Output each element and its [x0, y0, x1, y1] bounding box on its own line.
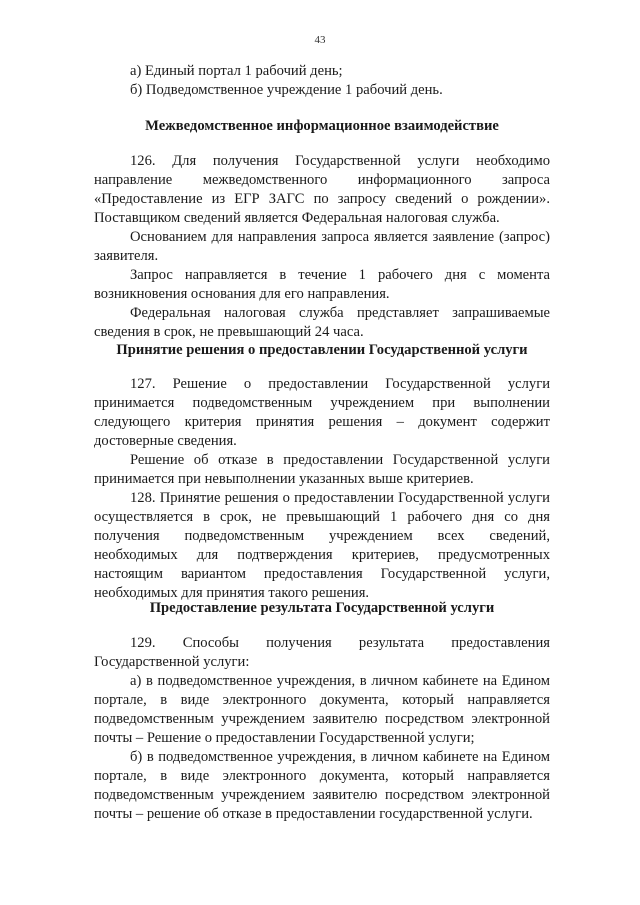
section-heading-text: Межведомственное информационное взаимодействие	[145, 118, 499, 134]
section-heading-text: Предоставление результата Государственной услуги	[149, 600, 495, 616]
section-2-body	[94, 375, 550, 603]
section-heading	[94, 117, 550, 136]
paragraph: Федеральная налоговая служба представляет запрашиваемые сведения в срок, не превышающий 24 часа.	[94, 305, 550, 340]
section-1-body	[94, 152, 550, 342]
section-heading	[94, 599, 550, 618]
section-heading-text: Принятие решения о предоставлении Государственной услуги	[116, 342, 528, 358]
paragraph: Запрос направляется в течение 1 рабочего дня с момента возникновения основания для его направления.	[94, 267, 550, 302]
paragraph: 126. Для получения Государственной услуги необходимо направление межведомственного информационного запроса «Предоставление из ЕГР ЗАГС по запросу сведений о рождении». Поставщиком сведений является Федеральная налоговая служба.	[94, 153, 550, 226]
paragraph: б) в подведомственное учреждения, в личном кабинете на Едином портале, в виде электронного документа, который направляется подведомственным учреждением заявителю посредством электронной почты – решение об отказе в предоставлении государственной услуги.	[94, 749, 550, 822]
paragraph: 129. Способы получения результата предоставления Государственной услуги:	[94, 635, 550, 670]
paragraph: Решение об отказе в предоставлении Государственной услуги принимается при невыполнении указанных выше критериев.	[94, 452, 550, 487]
list-item: б) Подведомственное учреждение 1 рабочий день.	[130, 82, 443, 98]
section-heading	[94, 341, 550, 360]
section-3-body	[94, 634, 550, 824]
list-top	[94, 62, 550, 100]
page-number: 43	[314, 34, 326, 46]
paragraph: 127. Решение о предоставлении Государственной услуги принимается подведомственным учреждением при выполнении следующего критерия принятия решения – документ содержит достоверные сведения.	[94, 376, 550, 449]
paragraph: 128. Принятие решения о предоставлении Государственной услуги осуществляется в срок, не превышающий 1 рабочего дня со дня получения подведомственным учреждением всех сведений, необходимых для подтверждения критериев, предусмотренных настоящим вариантом предоставления Государственной услуги, необходимых для принятия такого решения.	[94, 490, 550, 601]
paragraph: Основанием для направления запроса является заявление (запрос) заявителя.	[94, 229, 550, 264]
paragraph: а) в подведомственное учреждения, в личном кабинете на Едином портале, в виде электронного документа, который направляется подведомственным учреждением заявителю посредством электронной почты – Решение о предоставлении Государственной услуги;	[94, 673, 550, 746]
list-item: а) Единый портал 1 рабочий день;	[130, 63, 343, 79]
